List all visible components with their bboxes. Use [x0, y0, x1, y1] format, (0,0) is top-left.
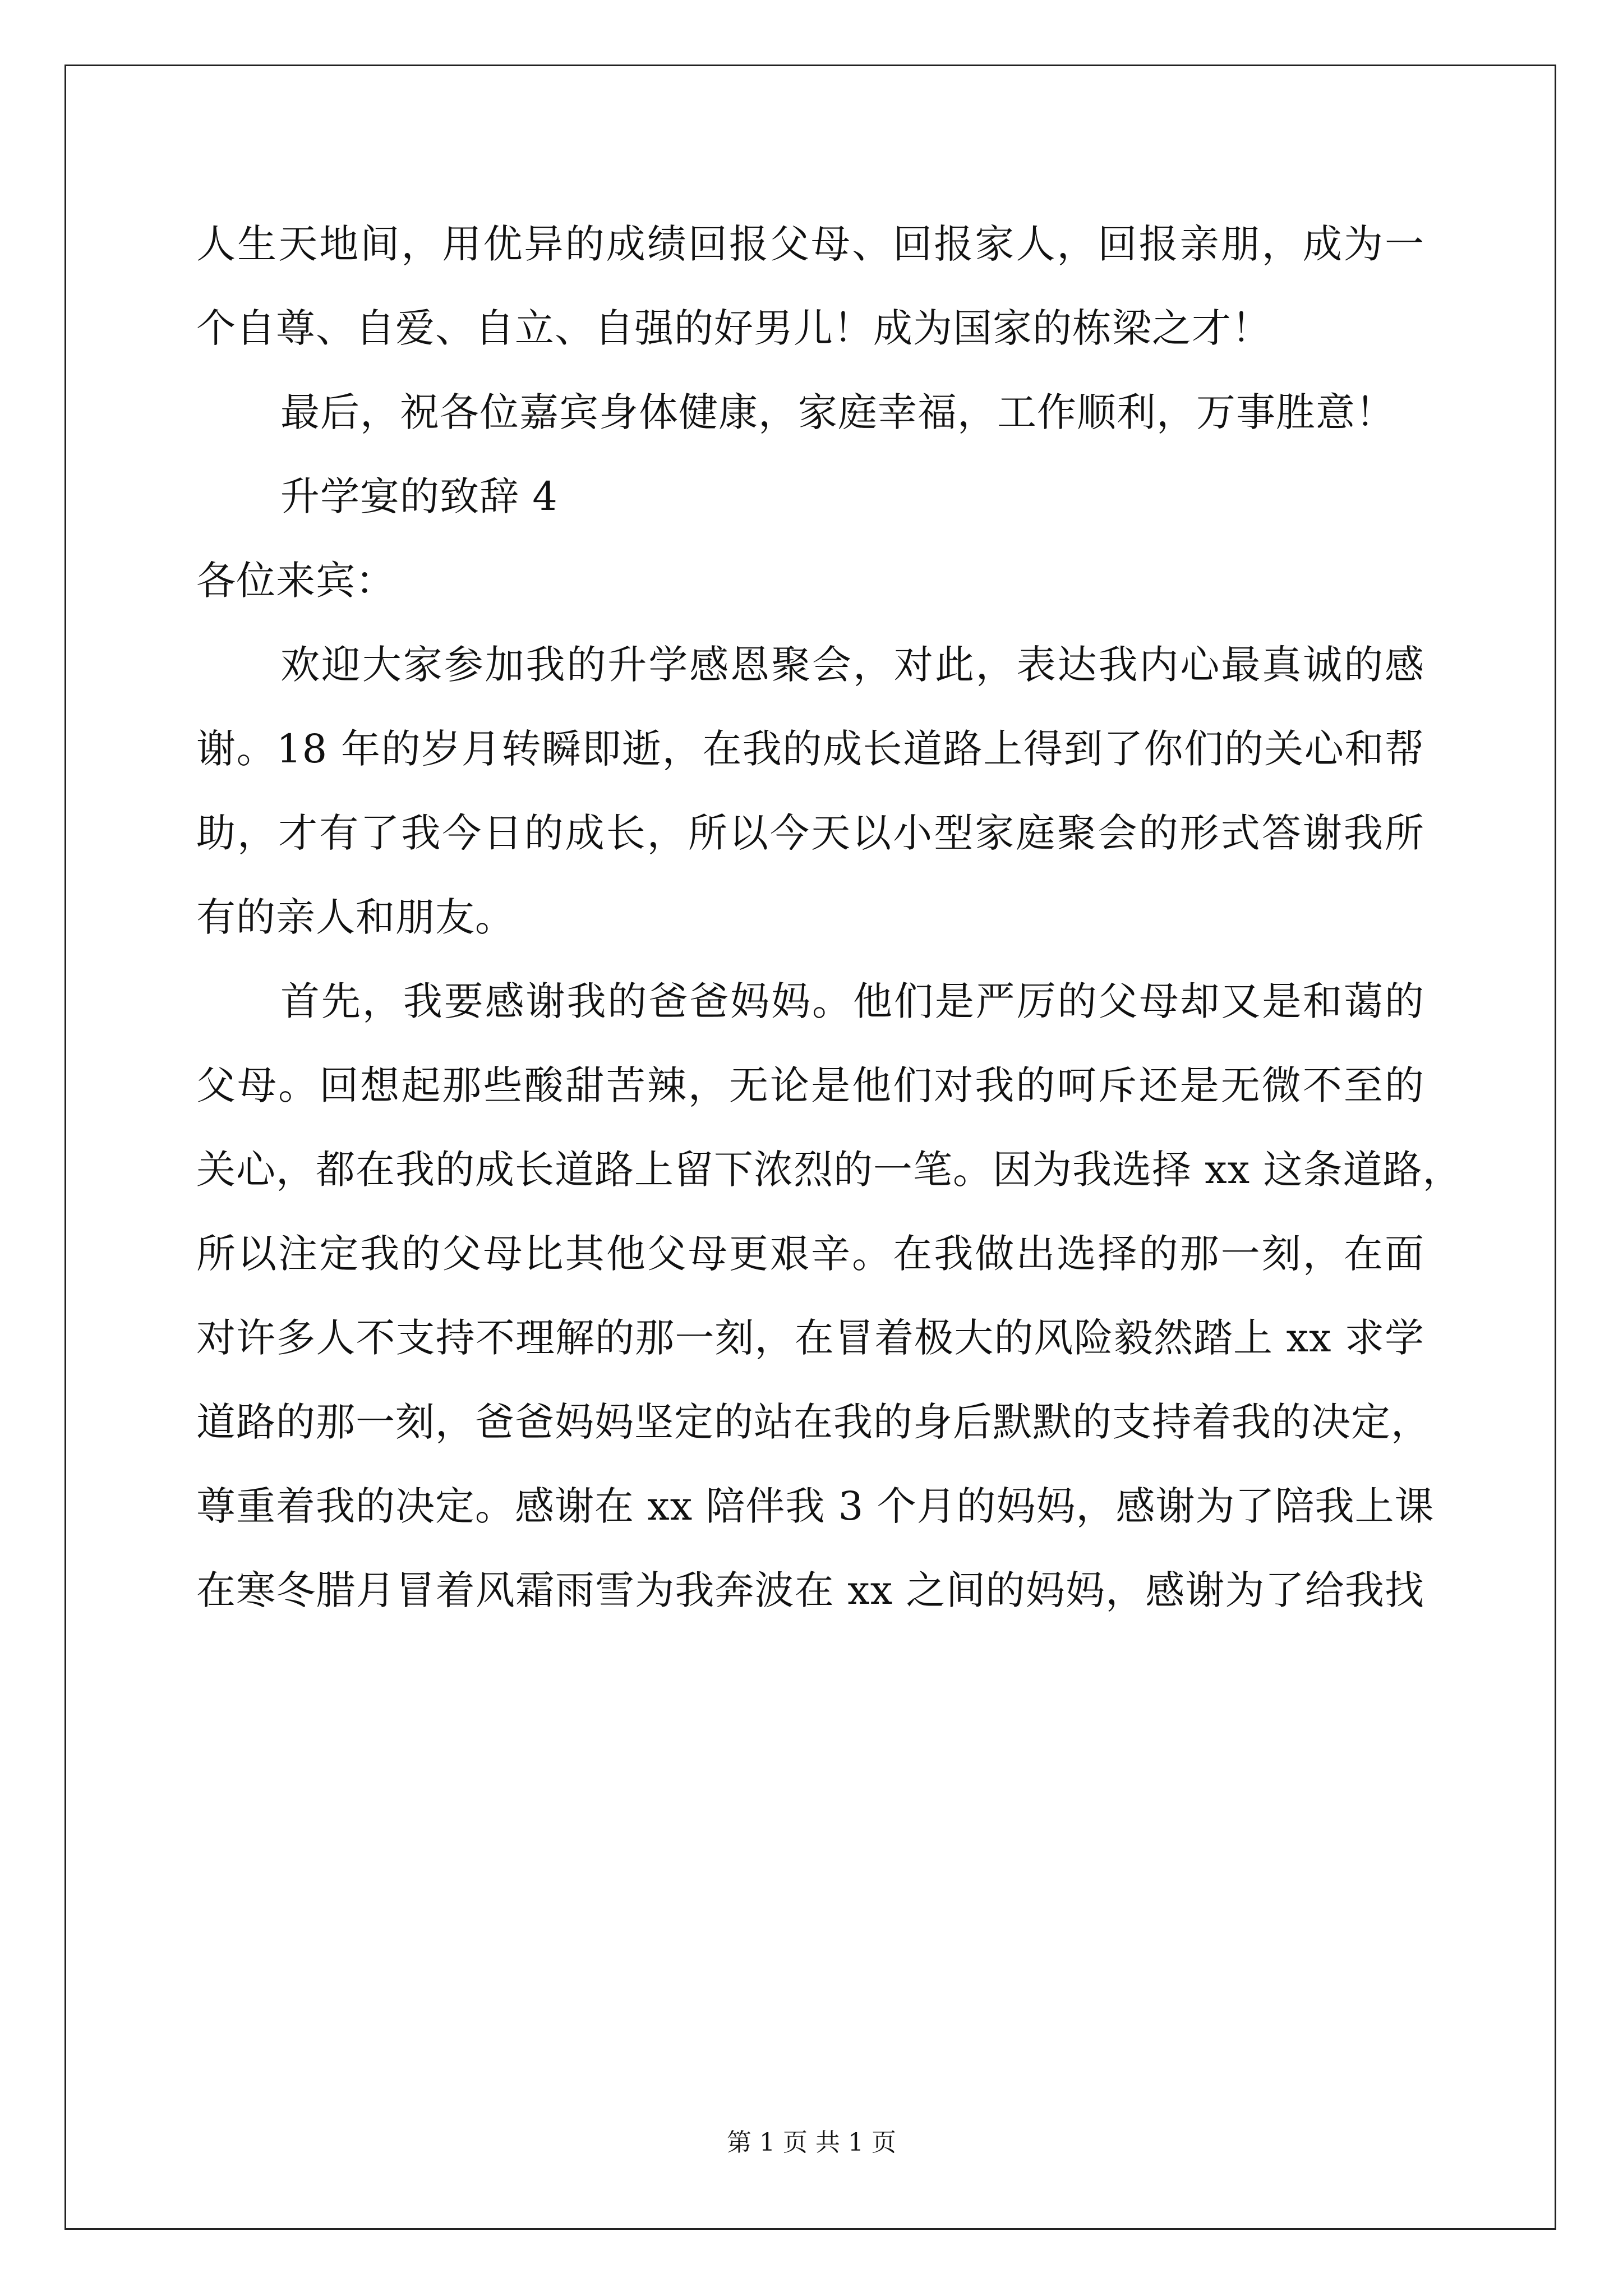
- salutation: 各位来宾：: [196, 558, 395, 604]
- text-line: 助，才有了我今日的成长，所以今天以小型家庭聚会的形式答谢我所: [196, 810, 1424, 856]
- text-line: 谢。18 年的岁月转瞬即逝，在我的成长道路上得到了你们的关心和帮: [196, 726, 1424, 772]
- text-line: 对许多人不支持不理解的那一刻，在冒着极大的风险毅然踏上 xx 求学: [196, 1315, 1424, 1361]
- text-line: 在寒冬腊月冒着风霜雨雪为我奔波在 xx 之间的妈妈，感谢为了给我找: [196, 1567, 1424, 1613]
- page-footer: 第 1 页 共 1 页: [727, 2128, 896, 2157]
- text-line: 首先，我要感谢我的爸爸妈妈。他们是严厉的父母却又是和蔼的: [280, 978, 1424, 1024]
- text-line: 个自尊、自爱、自立、自强的好男儿！成为国家的栋梁之才！: [196, 305, 1271, 351]
- text-line: 道路的那一刻，爸爸妈妈坚定的站在我的身后默默的支持着我的决定，: [196, 1399, 1431, 1445]
- closing-wishes: 最后，祝各位嘉宾身体健康，家庭幸福，工作顺利，万事胜意！: [280, 389, 1395, 435]
- text-line: 父母。回想起那些酸甜苦辣，无论是他们对我的呵斥还是无微不至的: [196, 1062, 1424, 1108]
- document-body: [196, 202, 1463, 1632]
- text-line: 尊重着我的决定。感谢在 xx 陪伴我 3 个月的妈妈，感谢为了陪我上课: [196, 1483, 1435, 1529]
- text-line: 所以注定我的父母比其他父母更艰辛。在我做出选择的那一刻，在面: [196, 1231, 1424, 1277]
- text-line: 关心，都在我的成长道路上留下浓烈的一笔。因为我选择 xx 这条道路，: [196, 1147, 1463, 1193]
- text-line: 有的亲人和朋友。: [196, 894, 515, 940]
- text-line: 人生天地间，用优异的成绩回报父母、回报家人，回报亲朋，成为一: [196, 221, 1424, 267]
- text-line: 欢迎大家参加我的升学感恩聚会，对此，表达我内心最真诚的感: [280, 642, 1424, 688]
- section-heading: 升学宴的致辞 4: [280, 473, 558, 519]
